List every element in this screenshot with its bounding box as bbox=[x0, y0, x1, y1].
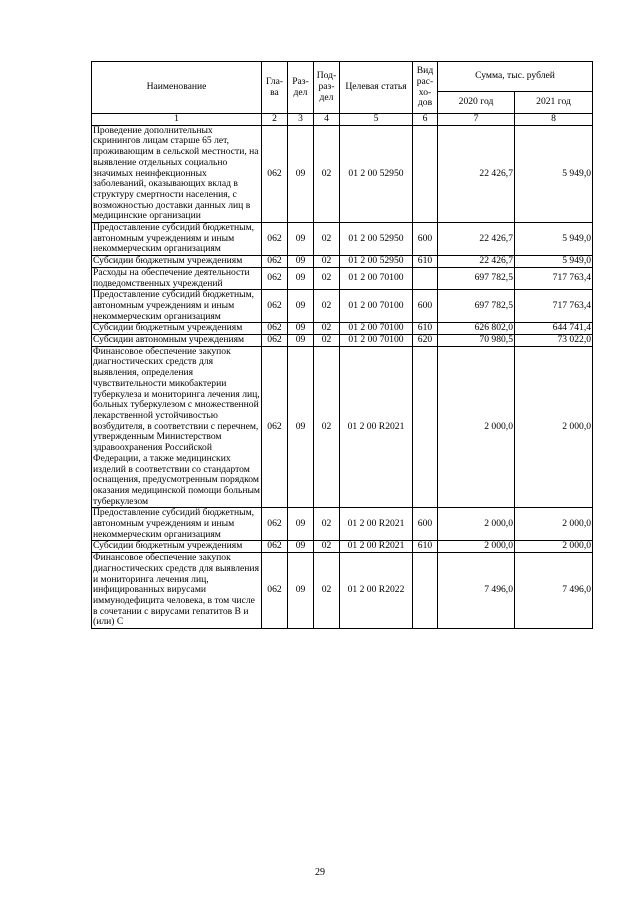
row-amount-2020: 70 980,5 bbox=[438, 335, 515, 347]
row-razdel: 09 bbox=[288, 256, 314, 268]
row-razdel: 09 bbox=[288, 508, 314, 541]
row-expense-type: 600 bbox=[413, 290, 438, 323]
row-target-article: 01 2 00 70100 bbox=[340, 290, 413, 323]
row-podrazdel: 02 bbox=[314, 553, 340, 629]
row-amount-2021: 2 000,0 bbox=[515, 508, 593, 541]
row-amount-2021: 717 763,4 bbox=[515, 267, 593, 289]
column-number: 4 bbox=[314, 114, 340, 126]
column-number-row bbox=[92, 114, 593, 126]
row-glava: 062 bbox=[262, 346, 288, 508]
row-razdel: 09 bbox=[288, 125, 314, 222]
row-amount-2020: 2 000,0 bbox=[438, 541, 515, 553]
row-razdel: 09 bbox=[288, 553, 314, 629]
row-amount-2020: 22 426,7 bbox=[438, 256, 515, 268]
row-amount-2021: 73 022,0 bbox=[515, 335, 593, 347]
row-target-article: 01 2 00 52950 bbox=[340, 256, 413, 268]
row-target-article: 01 2 00 52950 bbox=[340, 125, 413, 222]
row-amount-2021: 644 741,4 bbox=[515, 323, 593, 335]
row-glava: 062 bbox=[262, 125, 288, 222]
row-target-article: 01 2 00 R2022 bbox=[340, 553, 413, 629]
row-podrazdel: 02 bbox=[314, 267, 340, 289]
row-expense-type: 610 bbox=[413, 256, 438, 268]
row-amount-2021: 717 763,4 bbox=[515, 290, 593, 323]
row-target-article: 01 2 00 70100 bbox=[340, 323, 413, 335]
column-number: 5 bbox=[340, 114, 413, 126]
row-amount-2021: 2 000,0 bbox=[515, 541, 593, 553]
row-name: Предоставление субсидий бюджетным, автономным учреждениям и иным некоммерческим организациям bbox=[92, 290, 262, 323]
table-row bbox=[92, 223, 593, 256]
row-name: Субсидии бюджетным учреждениям bbox=[92, 323, 262, 335]
row-name: Проведение дополнительных скринингов лицам старше 65 лет, проживающим в сельской местности, на выявление отдельных социально значимых неинфекционных заболеваний, оказывающих вклад в структуру смертности населения, с возможностью доставки данных лиц в медицинские организации bbox=[92, 125, 262, 222]
row-amount-2021: 5 949,0 bbox=[515, 256, 593, 268]
row-amount-2020: 2 000,0 bbox=[438, 346, 515, 508]
header-glava: Гла-ва bbox=[262, 62, 288, 114]
header-vid: Вид рас-хо-дов bbox=[413, 62, 438, 114]
row-podrazdel: 02 bbox=[314, 335, 340, 347]
row-razdel: 09 bbox=[288, 346, 314, 508]
row-expense-type: 610 bbox=[413, 541, 438, 553]
column-number: 2 bbox=[262, 114, 288, 126]
row-expense-type: 620 bbox=[413, 335, 438, 347]
table-row bbox=[92, 125, 593, 222]
column-number: 3 bbox=[288, 114, 314, 126]
row-podrazdel: 02 bbox=[314, 508, 340, 541]
row-podrazdel: 02 bbox=[314, 541, 340, 553]
table-row bbox=[92, 323, 593, 335]
row-glava: 062 bbox=[262, 223, 288, 256]
row-podrazdel: 02 bbox=[314, 346, 340, 508]
header-sum: Сумма, тыс. рублей bbox=[438, 62, 593, 92]
header-year-2020: 2020 год bbox=[438, 92, 515, 114]
table-body bbox=[92, 125, 593, 628]
row-target-article: 01 2 00 52950 bbox=[340, 223, 413, 256]
row-expense-type bbox=[413, 267, 438, 289]
table-row bbox=[92, 335, 593, 347]
row-name: Субсидии автономным учреждениям bbox=[92, 335, 262, 347]
row-glava: 062 bbox=[262, 541, 288, 553]
row-podrazdel: 02 bbox=[314, 125, 340, 222]
row-amount-2020: 2 000,0 bbox=[438, 508, 515, 541]
row-razdel: 09 bbox=[288, 335, 314, 347]
header-razdel: Раз-дел bbox=[288, 62, 314, 114]
row-podrazdel: 02 bbox=[314, 323, 340, 335]
row-amount-2020: 697 782,5 bbox=[438, 290, 515, 323]
row-target-article: 01 2 00 R2021 bbox=[340, 346, 413, 508]
row-glava: 062 bbox=[262, 267, 288, 289]
row-glava: 062 bbox=[262, 335, 288, 347]
row-glava: 062 bbox=[262, 256, 288, 268]
table-row bbox=[92, 508, 593, 541]
row-podrazdel: 02 bbox=[314, 290, 340, 323]
row-expense-type bbox=[413, 125, 438, 222]
row-expense-type: 600 bbox=[413, 223, 438, 256]
row-amount-2021: 5 949,0 bbox=[515, 223, 593, 256]
row-target-article: 01 2 00 70100 bbox=[340, 267, 413, 289]
row-razdel: 09 bbox=[288, 323, 314, 335]
row-podrazdel: 02 bbox=[314, 256, 340, 268]
row-name: Финансовое обеспечение закупок диагностических средств для выявления, определения чувствительности микобактерии туберкулеза и мониторинга лечения лиц, больных туберкулезом с множественной лекарственной устойчивостью возбудителя, в соответствии с перечнем, утвержденным Министерством здравоохранения Российской Федерации, а также медицинских изделий в соответствии со стандартом оснащения, предусмотренным порядком оказания медицинской помощи больным туберкулезом bbox=[93, 345, 260, 507]
table-row bbox=[92, 553, 593, 629]
row-target-article: 01 2 00 R2021 bbox=[340, 508, 413, 541]
row-name: Финансовое обеспечение закупок диагностических средств для выявления и мониторинга лечения лиц, инфицированных вирусами иммунодефицита человека, в том числе в сочетании с вирусами гепатитов B и (или) C bbox=[92, 553, 262, 629]
column-number: 6 bbox=[413, 114, 438, 126]
row-expense-type bbox=[413, 553, 438, 629]
row-expense-type: 600 bbox=[413, 508, 438, 541]
row-razdel: 09 bbox=[288, 223, 314, 256]
row-name: Расходы на обеспечение деятельности подведомственных учреждений bbox=[92, 267, 262, 289]
header-year-2021: 2021 год bbox=[515, 92, 593, 114]
column-number: 7 bbox=[438, 114, 515, 126]
column-number: 8 bbox=[515, 114, 593, 126]
table-row bbox=[92, 346, 593, 508]
row-name: Предоставление субсидий бюджетным, автономным учреждениям и иным некоммерческим организациям bbox=[92, 223, 262, 256]
table-row bbox=[92, 256, 593, 268]
row-amount-2021: 7 496,0 bbox=[515, 553, 593, 629]
row-amount-2020: 22 426,7 bbox=[438, 125, 515, 222]
header-name: Наименование bbox=[92, 62, 262, 114]
page-number: 29 bbox=[315, 867, 325, 878]
column-number: 1 bbox=[92, 114, 262, 126]
table-row bbox=[92, 290, 593, 323]
row-name: Предоставление субсидий бюджетным, автономным учреждениям и иным некоммерческим организациям bbox=[92, 508, 262, 541]
row-expense-type: 610 bbox=[413, 323, 438, 335]
row-amount-2021: 5 949,0 bbox=[515, 125, 593, 222]
row-glava: 062 bbox=[262, 323, 288, 335]
row-razdel: 09 bbox=[288, 290, 314, 323]
header-target: Целевая статья bbox=[340, 62, 413, 114]
table-row bbox=[92, 541, 593, 553]
row-amount-2020: 22 426,7 bbox=[438, 223, 515, 256]
row-target-article: 01 2 00 70100 bbox=[340, 335, 413, 347]
row-glava: 062 bbox=[262, 508, 288, 541]
row-razdel: 09 bbox=[288, 267, 314, 289]
table-row bbox=[92, 267, 593, 289]
row-amount-2020: 7 496,0 bbox=[438, 553, 515, 629]
row-razdel: 09 bbox=[288, 541, 314, 553]
row-glava: 062 bbox=[262, 290, 288, 323]
row-name: Субсидии бюджетным учреждениям bbox=[92, 541, 262, 553]
row-name: Субсидии бюджетным учреждениям bbox=[92, 256, 262, 268]
row-amount-2020: 626 802,0 bbox=[438, 323, 515, 335]
row-amount-2021: 2 000,0 bbox=[515, 346, 593, 508]
row-target-article: 01 2 00 R2021 bbox=[340, 541, 413, 553]
header-podrazdel: Под-раз-дел bbox=[314, 62, 340, 114]
budget-table bbox=[91, 61, 593, 629]
row-amount-2020: 697 782,5 bbox=[438, 267, 515, 289]
row-podrazdel: 02 bbox=[314, 223, 340, 256]
row-expense-type bbox=[413, 346, 438, 508]
row-glava: 062 bbox=[262, 553, 288, 629]
